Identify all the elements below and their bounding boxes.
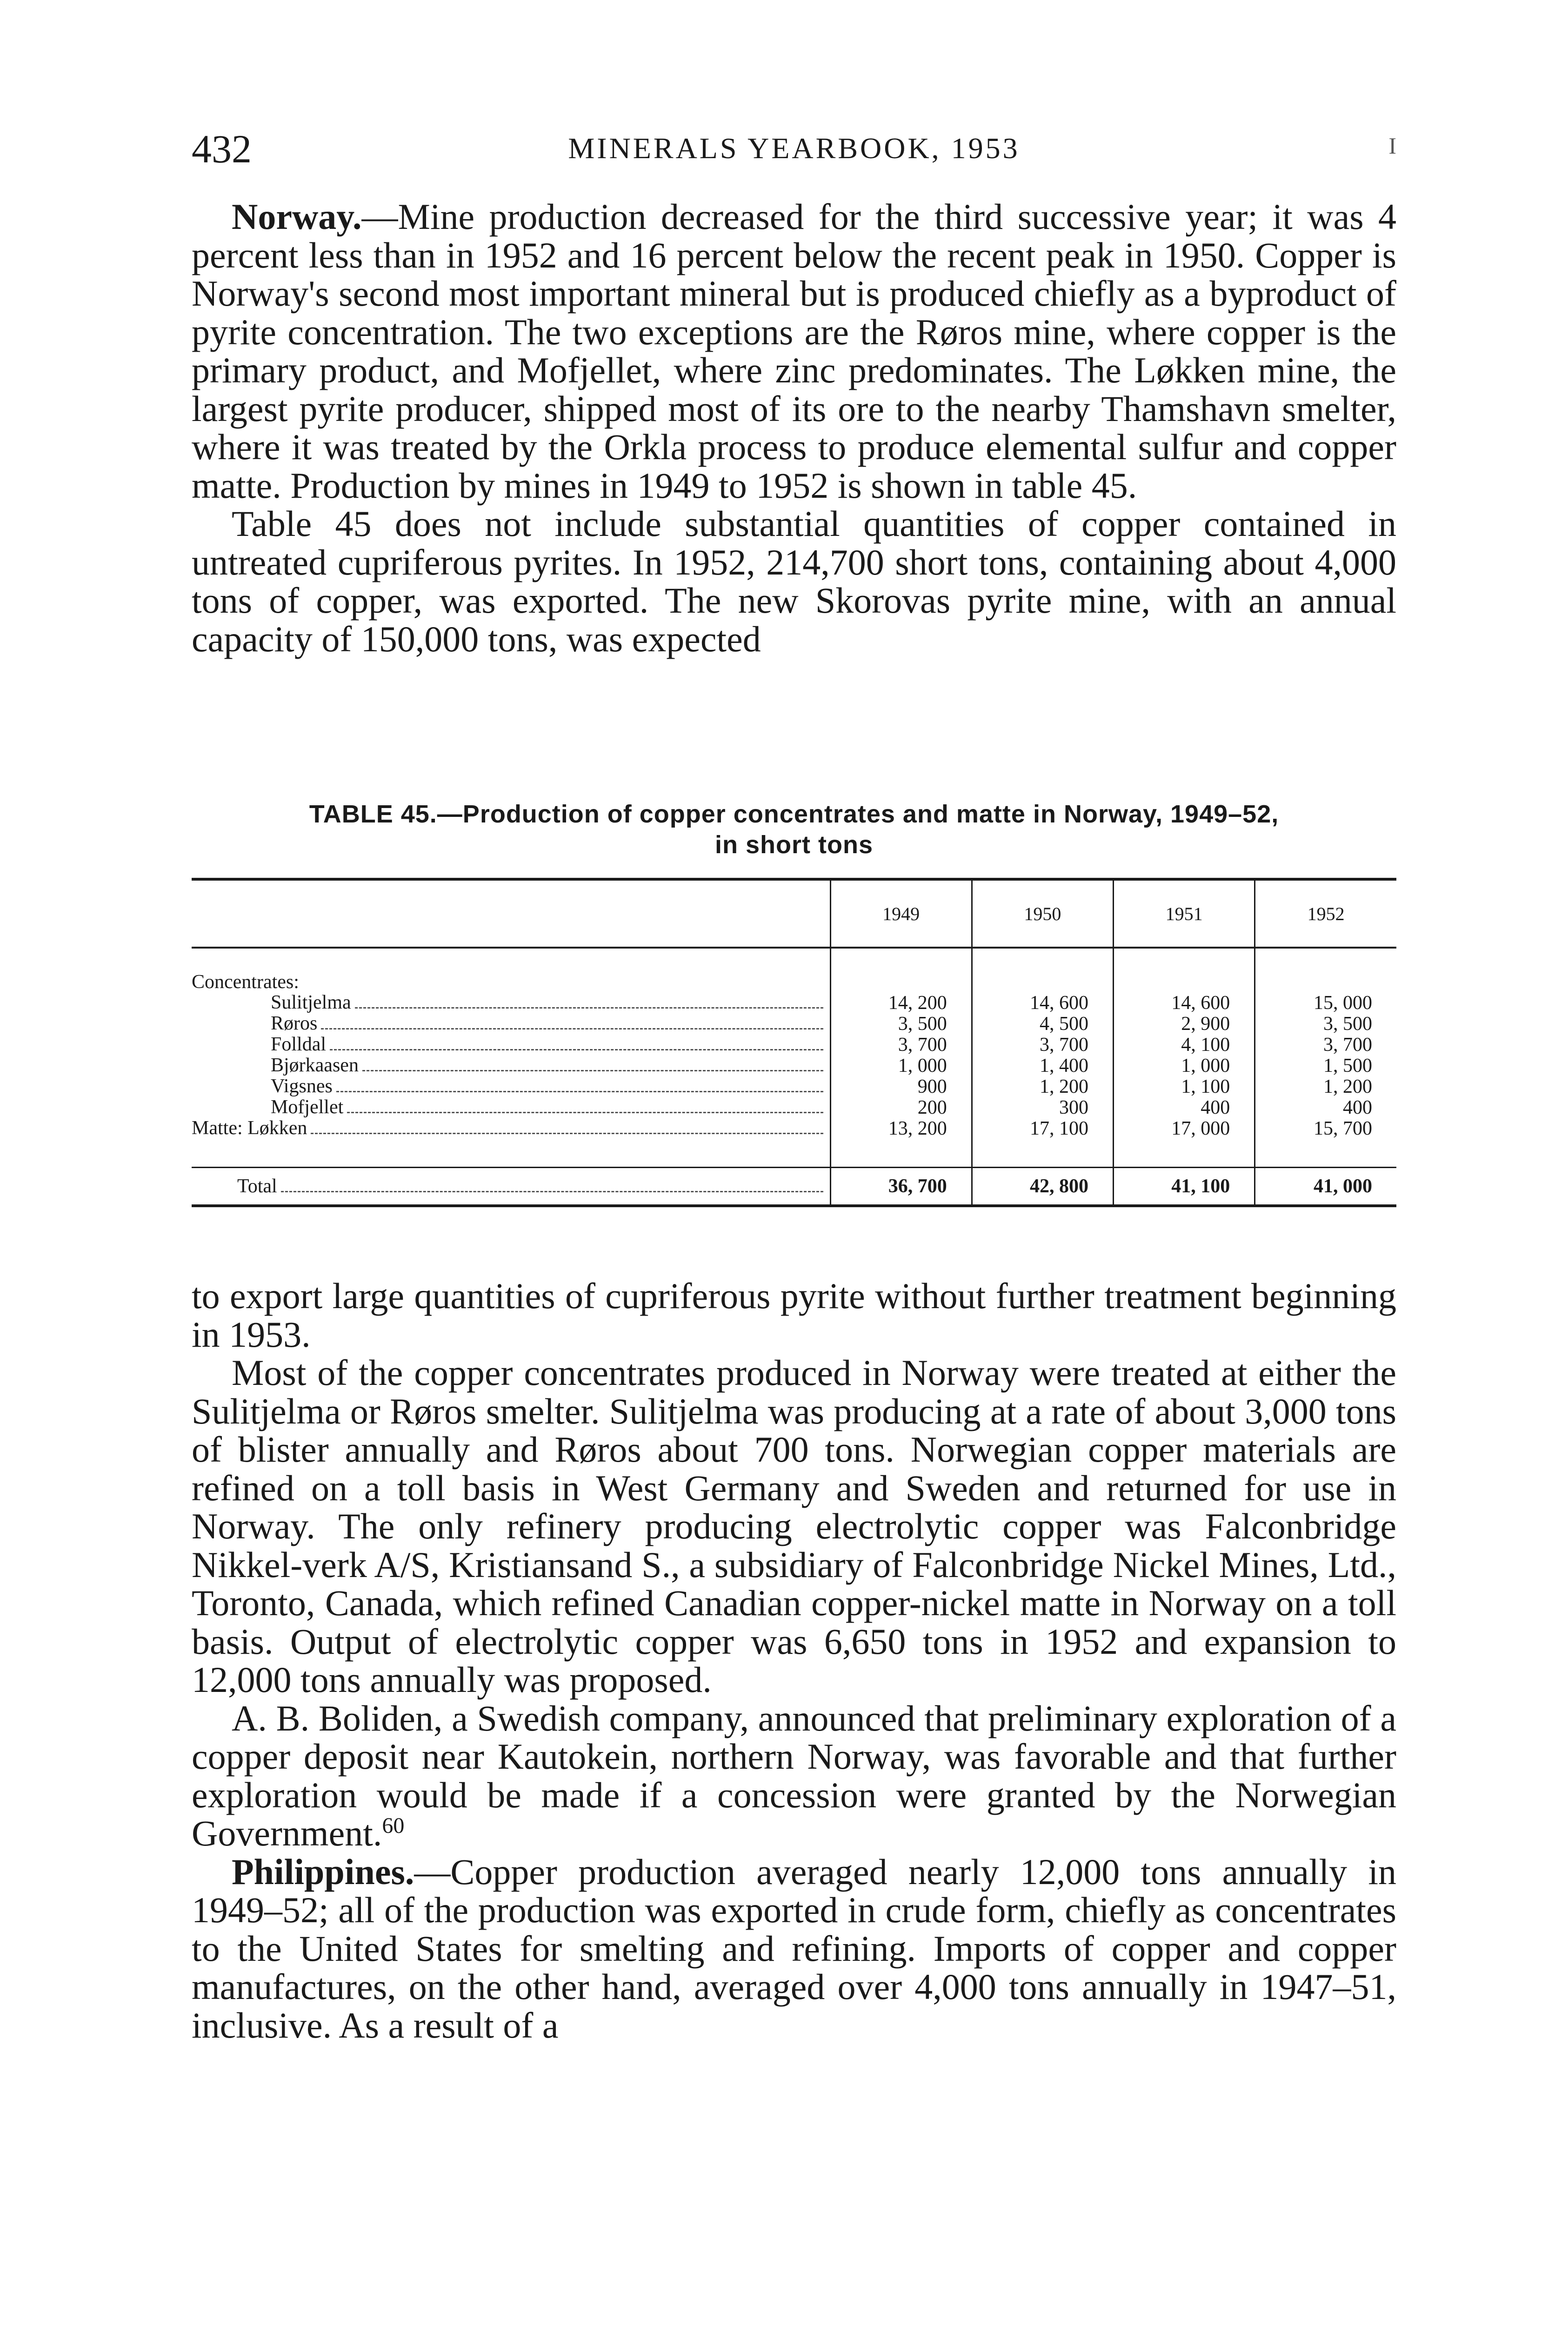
paragraph-continuation — [192, 1277, 1396, 1354]
table-row — [192, 1055, 1396, 1076]
table-cell: 3, 500 — [830, 1013, 972, 1034]
dot-leader — [330, 1049, 823, 1050]
dot-leader — [355, 1007, 823, 1009]
table-cell: 400 — [1114, 1097, 1255, 1118]
paragraph-text: Table 45 does not include substantial quantities of copper contained in untreated cupriferous pyrites. In 1952, 214,700 short tons, containing about 4,000 tons of copper, was exported. The new Skorovas pyrite mine, with an annual capacity of 150,000 tons, was expected — [192, 503, 1396, 659]
stub-header — [192, 879, 830, 948]
dot-leader — [311, 1133, 823, 1134]
table-cell: 2, 900 — [1114, 1013, 1255, 1034]
table-cell: 14, 600 — [972, 992, 1113, 1013]
paragraph-text: —Mine production decreased for the third successive year; it was 4 percent less than in 1952 and 16 percent below the recent peak in 1950. Copper is Norway's second most important mineral but is produced chiefly as a byproduct of pyrite concentration. The two exceptions are the Røros mine, where copper is the primary product, and Mofjellet, where zinc predominates. The Løkken mine, the largest pyrite producer, shipped most of its ore to the nearby Thamshavn smelter, where it was treated by the Orkla process to produce elemental sulfur and copper matte. Production by mines in 1949 to 1952 is shown in table 45. — [192, 196, 1396, 506]
table-cell: 400 — [1255, 1097, 1396, 1118]
table-cell: 17, 100 — [972, 1118, 1113, 1139]
section-row — [192, 972, 1396, 992]
paragraph-boliden — [192, 1699, 1396, 1853]
table-cell: 4, 100 — [1114, 1034, 1255, 1055]
table-row — [192, 992, 1396, 1013]
column-header: 1951 — [1114, 879, 1255, 948]
table-row — [192, 1034, 1396, 1055]
production-table-grid — [192, 878, 1396, 1207]
footnote-reference[interactable]: 60 — [382, 1813, 405, 1838]
row-label: Bjørkaasen — [271, 1055, 359, 1076]
table-spacer — [192, 948, 1396, 972]
body-text-top — [192, 198, 1396, 756]
table-title-line-2: in short tons — [715, 831, 873, 859]
table-cell: 300 — [972, 1097, 1113, 1118]
table-cell: 3, 700 — [972, 1034, 1113, 1055]
table-row — [192, 1076, 1396, 1097]
total-cell: 41, 000 — [1255, 1168, 1396, 1206]
table-cell: 3, 700 — [830, 1034, 972, 1055]
table-cell: 1, 000 — [830, 1055, 972, 1076]
table-cell: 15, 000 — [1255, 992, 1396, 1013]
table-cell: 900 — [830, 1076, 972, 1097]
run-head-norway: Norway. — [232, 196, 362, 237]
table-cell: 17, 000 — [1114, 1118, 1255, 1139]
running-head: MINERALS YEARBOOK, 1953 — [568, 132, 1020, 165]
page-header — [192, 126, 1396, 177]
total-cell: 41, 100 — [1114, 1168, 1255, 1206]
row-label: Sulitjelma — [271, 992, 351, 1013]
total-cell: 42, 800 — [972, 1168, 1113, 1206]
table-cell: 1, 000 — [1114, 1055, 1255, 1076]
table-header-row — [192, 879, 1396, 948]
production-table — [192, 878, 1396, 1207]
table-cell: 15, 700 — [1255, 1118, 1396, 1139]
column-header: 1952 — [1255, 879, 1396, 948]
margin-mark: I — [1388, 133, 1396, 159]
total-label: Total — [237, 1175, 277, 1197]
table-cell: 1, 100 — [1114, 1076, 1255, 1097]
table-title-line-1: TABLE 45.—Production of copper concentrates and matte in Norway, 1949–52, — [309, 800, 1279, 828]
paragraph-text: A. B. Boliden, a Swedish company, announced that preliminary exploration of a copper deposit near Kautokein, northern Norway, was favorable and that further exploration would be made if a concession were granted by the Norwegian Government. — [192, 1698, 1396, 1853]
table-cell: 3, 700 — [1255, 1034, 1396, 1055]
table-cell: 13, 200 — [830, 1118, 972, 1139]
table-cell: 1, 500 — [1255, 1055, 1396, 1076]
table-cell: 200 — [830, 1097, 972, 1118]
paragraph-table-note — [192, 505, 1396, 658]
table-cell: 1, 400 — [972, 1055, 1113, 1076]
dot-leader — [347, 1112, 823, 1113]
paragraph-smelters — [192, 1354, 1396, 1699]
table-cell: 1, 200 — [972, 1076, 1113, 1097]
table-cell: 14, 200 — [830, 992, 972, 1013]
body-text-bottom — [192, 1277, 1396, 2326]
paragraph-norway — [192, 198, 1396, 505]
total-cell: 36, 700 — [830, 1168, 972, 1206]
row-label: Vigsnes — [271, 1076, 333, 1097]
paragraph-text: —Copper production averaged nearly 12,000 tons annually in 1949–52; all of the production was exported in crude form, chiefly as concentrates to the United States for smelting and refining. Imports of copper and copper manufactures, on the other hand, averaged over 4,000 tons annually in 1947–51, inclusive. As a result of a — [192, 1851, 1396, 2045]
table-row-matte — [192, 1118, 1396, 1139]
column-header: 1949 — [830, 879, 972, 948]
table-cell: 3, 500 — [1255, 1013, 1396, 1034]
dot-leader — [281, 1191, 823, 1192]
table-cell: 14, 600 — [1114, 992, 1255, 1013]
dot-leader — [336, 1091, 823, 1092]
row-label: Røros — [271, 1013, 318, 1034]
table-total-row — [192, 1168, 1396, 1206]
section-label: Concentrates: — [192, 972, 299, 992]
paragraph-text: to export large quantities of cupriferous pyrite without further treatment beginning in 1953. — [192, 1276, 1396, 1355]
dot-leader — [362, 1070, 823, 1071]
table-title — [192, 799, 1396, 860]
row-label: Matte: Løkken — [192, 1118, 307, 1139]
table-row — [192, 1097, 1396, 1118]
page-number: 432 — [192, 127, 252, 171]
table-row — [192, 1013, 1396, 1034]
paragraph-text: Most of the copper concentrates produced in Norway were treated at either the Sulitjelma or Røros smelter. Sulitjelma was producing at a rate of about 3,000 tons of blister annually and Røros about 700 tons. Norwegian copper materials are refined on a toll basis in West Germany and Sweden and returned for use in Norway. The only refinery producing electrolytic copper was Falconbridge Nikkel-verk A/S, Kristiansand S., a subsidiary of Falconbridge Nickel Mines, Ltd., Toronto, Canada, which refined Canadian copper-nickel matte in Norway on a toll basis. Output of electrolytic copper was 6,650 tons in 1952 and expansion to 12,000 tons annually was proposed. — [192, 1352, 1396, 1700]
run-head-philippines: Philippines. — [232, 1851, 414, 1892]
dot-leader — [321, 1028, 823, 1029]
column-header: 1950 — [972, 879, 1113, 948]
table-cell: 1, 200 — [1255, 1076, 1396, 1097]
row-label: Mofjellet — [271, 1097, 344, 1118]
row-label: Folldal — [271, 1034, 327, 1055]
table-cell: 4, 500 — [972, 1013, 1113, 1034]
paragraph-philippines — [192, 1853, 1396, 2045]
table-spacer — [192, 1139, 1396, 1168]
